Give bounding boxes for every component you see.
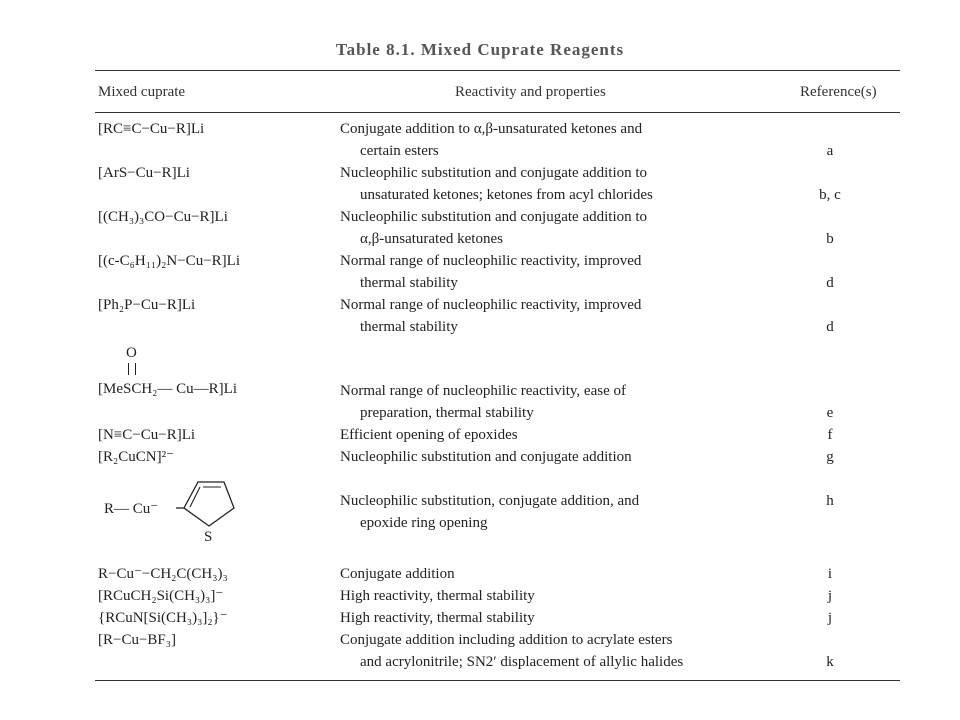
properties-line: Nucleophilic substitution, conjugate addition, and <box>340 493 640 509</box>
properties-line: thermal stability <box>360 275 458 291</box>
properties-line: High reactivity, thermal stability <box>340 610 535 626</box>
header-rule <box>95 112 900 113</box>
header-reference: Reference(s) <box>800 84 877 100</box>
cuprate-cell: [R₂CuCN]²⁻ <box>98 449 174 465</box>
properties-cell <box>340 118 760 162</box>
cuprate-cell: {RCuN[Si(CH₃)₃]₂}⁻ <box>98 610 228 626</box>
cuprate-cell: [RC≡C−Cu−R]Li <box>98 121 205 137</box>
properties-line: Nucleophilic substitution and conjugate addition to <box>340 209 648 225</box>
reference-cell: j <box>827 610 833 626</box>
properties-line: Conjugate addition including addition to acrylate esters <box>340 632 673 648</box>
reference-cell: k <box>826 654 834 670</box>
properties-line: preparation, thermal stability <box>360 405 534 421</box>
reference-cell: j <box>827 588 833 604</box>
oxygen-label: O <box>126 345 137 361</box>
properties-line: Normal range of nucleophilic reactivity, improved <box>340 253 642 269</box>
cuprate-cell: [R−Cu−BF₃] <box>98 632 176 648</box>
properties-cell <box>340 490 760 534</box>
header-cuprate: Mixed cuprate <box>98 84 186 100</box>
properties-line: Efficient opening of epoxides <box>340 427 518 443</box>
reference-cell: a <box>826 143 834 159</box>
reference-cell: g <box>826 449 834 465</box>
properties-line: thermal stability <box>360 319 458 335</box>
properties-cell <box>340 629 760 673</box>
table-title: Table 8.1. Mixed Cuprate Reagents <box>335 40 625 59</box>
properties-line: Conjugate addition to α,β-unsaturated ketones and <box>340 121 643 137</box>
properties-line: Conjugate addition <box>340 566 455 582</box>
double-bond-icon <box>128 363 136 375</box>
top-rule <box>95 70 900 71</box>
cuprate-cell: [MeSCH₂— Cu—R]Li <box>98 381 237 397</box>
properties-line: High reactivity, thermal stability <box>340 588 535 604</box>
properties-cell <box>340 380 760 424</box>
reference-cell: b, c <box>819 187 841 203</box>
cuprate-cell: [N≡C−Cu−R]Li <box>98 427 196 443</box>
properties-cell <box>340 294 760 338</box>
reference-cell: b <box>826 231 834 247</box>
properties-cell <box>340 424 760 446</box>
properties-cell <box>340 250 760 294</box>
properties-cell <box>340 563 760 585</box>
reference-cell: d <box>826 275 834 291</box>
properties-line: Nucleophilic substitution and conjugate addition <box>340 449 632 465</box>
cuprate-cell: [(c-C₆H₁₁)₂N−Cu−R]Li <box>98 253 240 269</box>
properties-cell <box>340 607 760 629</box>
properties-line: and acrylonitrile; SN2′ displacement of allylic halides <box>360 654 684 670</box>
properties-line: Nucleophilic substitution and conjugate addition to <box>340 165 648 181</box>
cuprate-cell: [Ph₂P−Cu−R]Li <box>98 297 196 313</box>
sulfur-label: S <box>204 529 213 545</box>
properties-cell <box>340 585 760 607</box>
properties-line: epoxide ring opening <box>360 515 488 531</box>
properties-line: Normal range of nucleophilic reactivity, ease of <box>340 383 626 399</box>
reference-cell: d <box>826 319 834 335</box>
cuprate-cell: [(CH₃)₃CO−Cu−R]Li <box>98 209 228 225</box>
cuprate-cell: R— Cu⁻ <box>104 501 159 517</box>
cuprate-cell: [ArS−Cu−R]Li <box>98 165 190 181</box>
reference-cell: f <box>827 427 833 443</box>
cuprate-cell: R−Cu⁻−CH₂C(CH₃)₃ <box>98 566 228 582</box>
properties-cell <box>340 162 760 206</box>
properties-cell <box>340 206 760 250</box>
properties-line: unsaturated ketones; ketones from acyl chlorides <box>360 187 653 203</box>
reference-cell: i <box>827 566 833 582</box>
reference-cell: h <box>826 493 834 509</box>
properties-cell <box>340 446 760 468</box>
reference-cell: e <box>826 405 834 421</box>
properties-line: certain esters <box>360 143 439 159</box>
header-properties: Reactivity and properties <box>455 84 606 100</box>
cuprate-cell: [RCuCH₂Si(CH₃)₃]⁻ <box>98 588 224 604</box>
bottom-rule <box>95 680 900 681</box>
properties-line: α,β-unsaturated ketones <box>360 231 503 247</box>
properties-line: Normal range of nucleophilic reactivity, improved <box>340 297 642 313</box>
